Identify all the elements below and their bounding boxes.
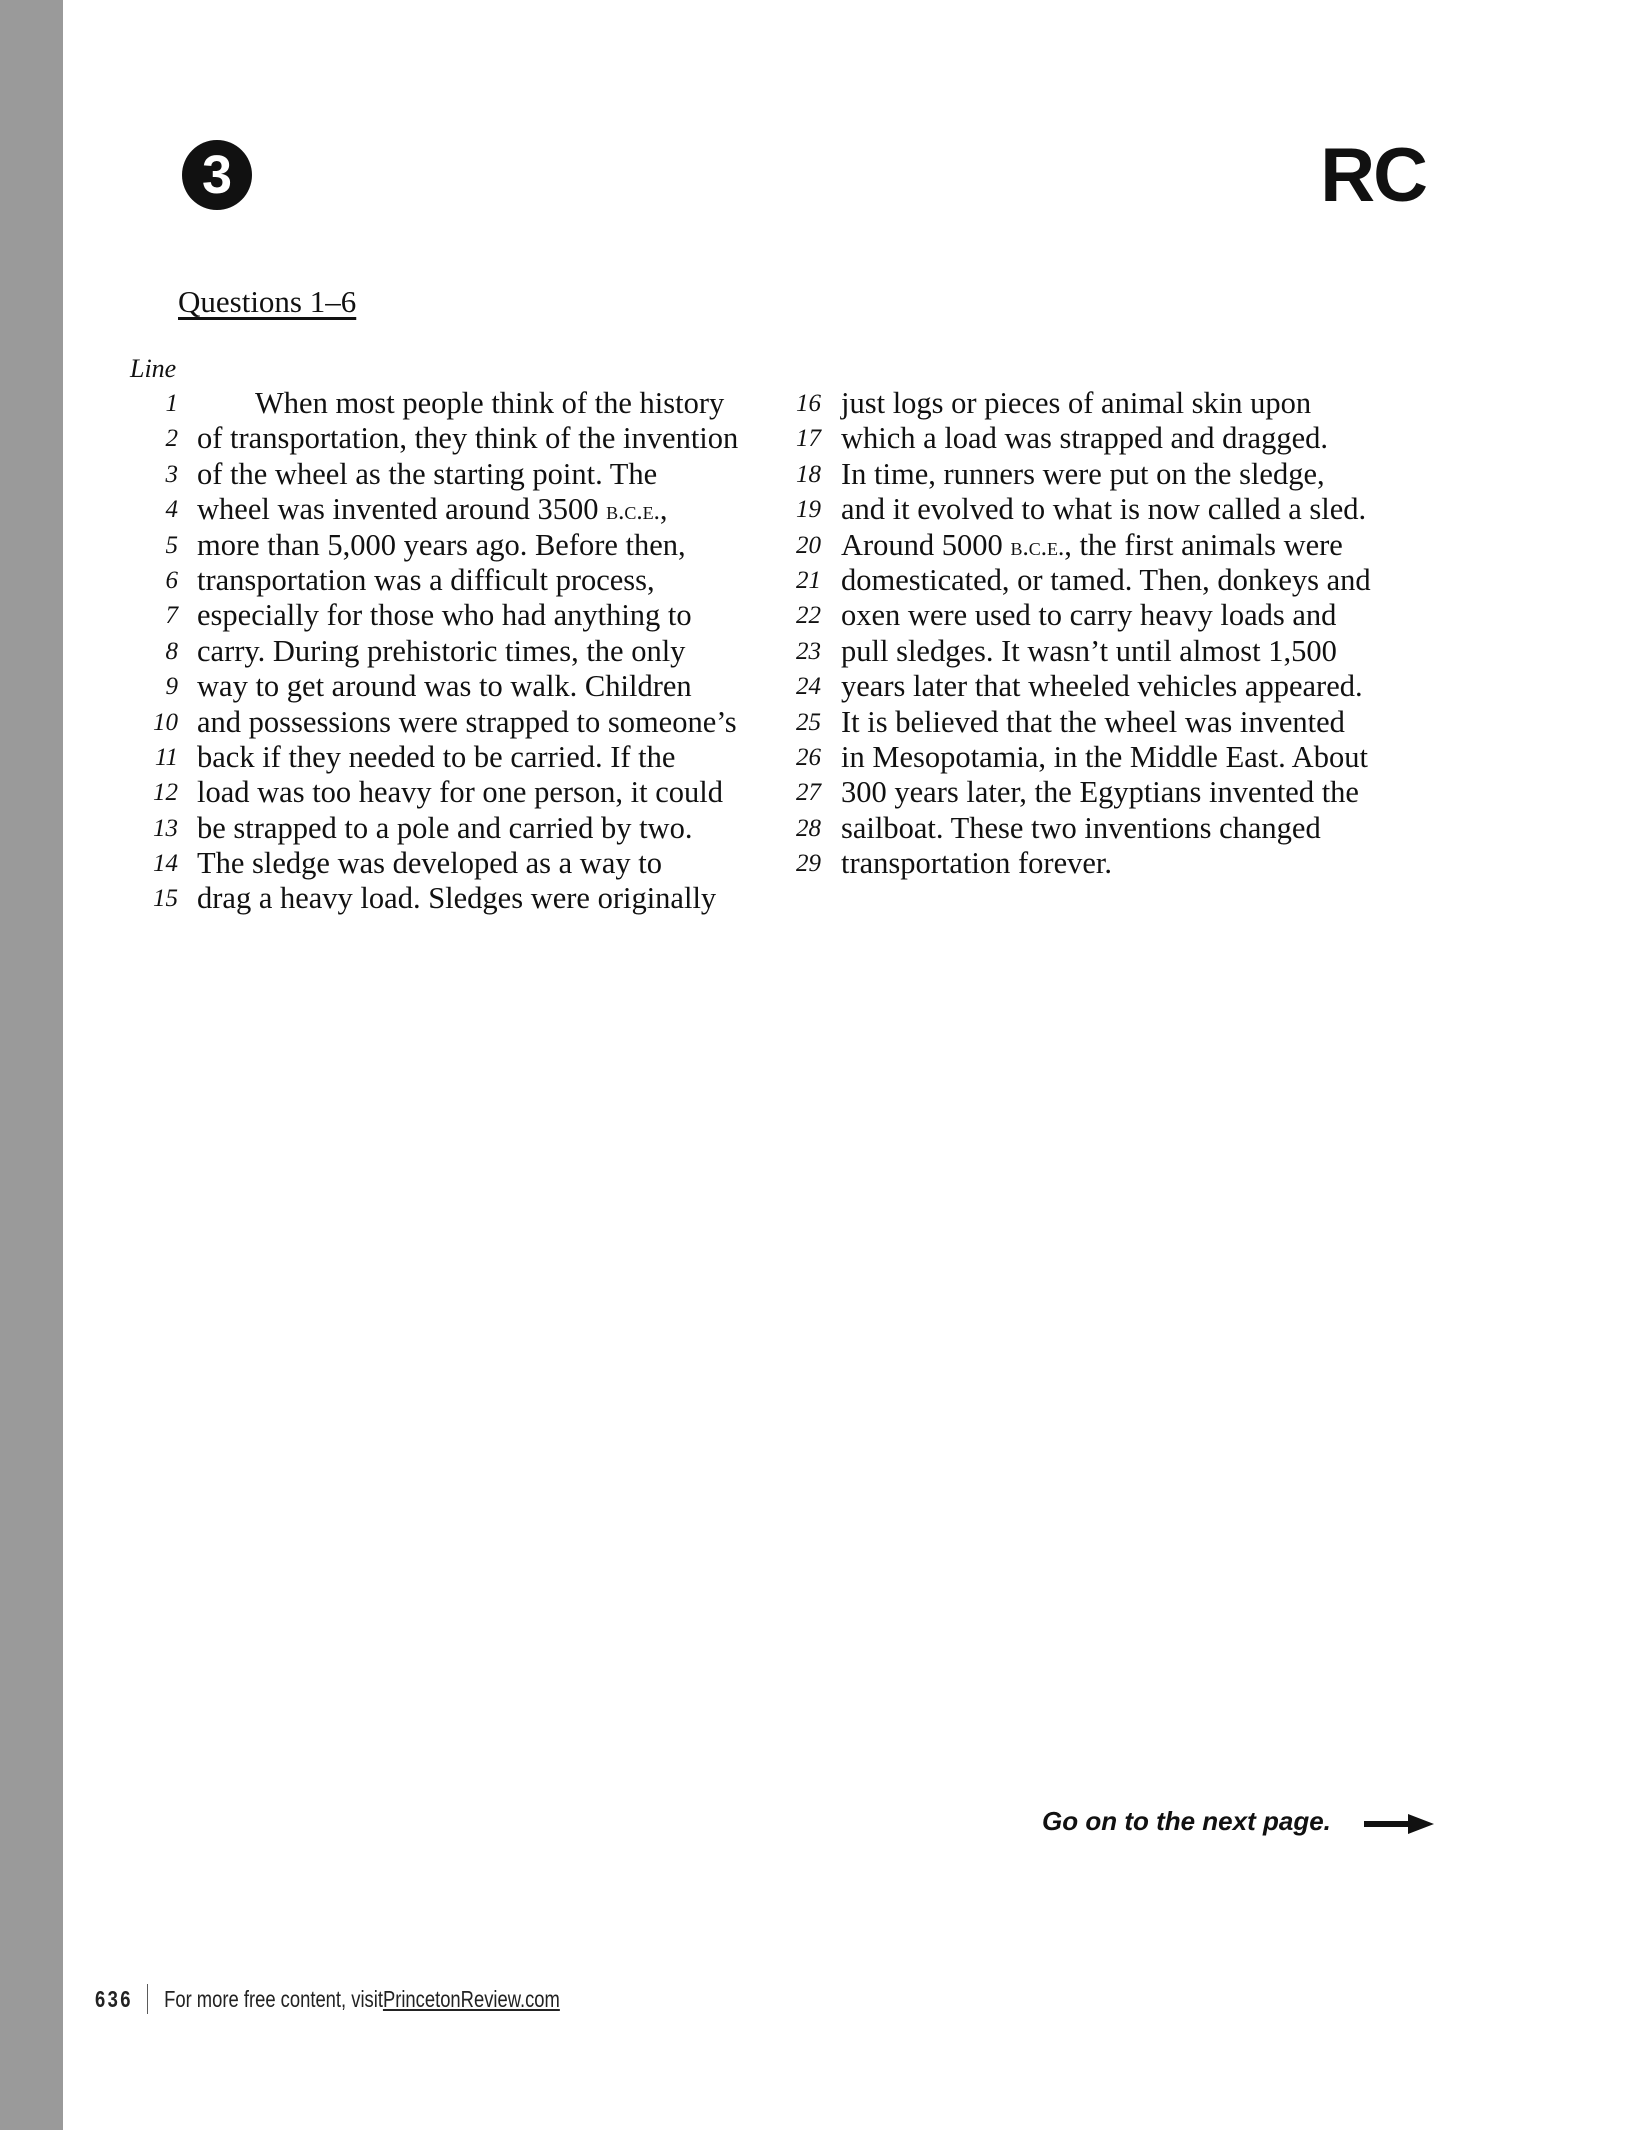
text-segment: years later that wheeled vehicles appeared. [841,669,1363,704]
text-segment: When most people think of the history [255,386,725,420]
text-segment: transportation was a difficult process, [197,562,655,597]
line-number: 2 [165,425,178,453]
line-number: 16 [796,390,821,417]
text-segment: in Mesopotamia, in the Middle East. About [841,739,1368,774]
line-number: 23 [796,637,821,665]
text-segment: way to get around was to walk. Children [197,669,692,704]
line-number: 25 [796,708,821,736]
line-text [841,811,1321,846]
text-segment: domesticated, or tamed. Then, donkeys and [841,562,1371,597]
text-segment: It is believed that the wheel was invented [841,704,1345,739]
line-label: Line [130,354,177,383]
line-text [197,457,657,492]
text-segment: back if they needed to be carried. If the [197,739,676,774]
text-segment: drag a heavy load. Sledges were originally [197,881,717,916]
line-text [197,598,692,633]
text-segment: and possessions were strapped to someone’s [197,704,737,739]
page-edge-strip [0,0,63,2130]
text-segment: just logs or pieces of animal skin upon [841,386,1312,420]
line-text [841,421,1328,456]
footer-text: For more free content, visit [164,1985,383,2012]
line-number: 13 [153,814,178,842]
text-segment: sailboat. These two inventions changed [841,810,1321,845]
line-text [841,846,1112,881]
page-number: 636 [95,1985,133,2012]
line-number: 14 [153,850,178,878]
go-on-text: Go on to the next page. [1042,1806,1331,1836]
era-abbreviation: b.c.e. [606,498,660,526]
text-segment: The sledge was developed as a way to [197,846,662,881]
text-segment: transportation forever. [841,846,1113,881]
line-text [197,563,655,598]
line-number: 8 [165,637,178,665]
line-number: 4 [165,496,178,524]
line-text [197,634,685,669]
page-footer [95,1984,560,2014]
line-text [197,492,668,529]
line-text [197,740,675,775]
line-text [841,775,1359,810]
line-text [841,740,1368,775]
text-segment: more than 5,000 years ago. Before then, [197,527,686,562]
line-text [197,881,716,916]
line-number: 3 [165,460,178,488]
line-text [197,846,662,881]
line-number: 20 [796,531,821,559]
footer-divider [147,1984,148,2014]
line-number: 21 [796,566,821,594]
arrow-right-icon [1364,1814,1434,1834]
line-text [841,386,1311,421]
line-text [197,705,737,740]
text-segment: carry. During prehistoric times, the only [197,633,686,668]
text-segment: which a load was strapped and dragged. [841,421,1328,456]
line-text [197,528,686,563]
line-number: 6 [165,566,178,594]
line-number: 1 [165,390,178,417]
section-number-badge: 3 [182,140,252,210]
line-number: 22 [796,602,821,630]
text-segment: of the wheel as the starting point. The [197,456,658,491]
text-segment: pull sledges. It wasn’t until almost 1,500 [841,633,1337,668]
text-segment: of transportation, they think of the invention [197,421,739,456]
line-number: 17 [796,425,821,453]
line-number: 27 [796,779,821,807]
text-segment: oxen were used to carry heavy loads and [841,598,1337,633]
line-text [197,669,692,704]
section-code: RC [1320,133,1426,218]
line-text [841,598,1336,633]
text-segment: Around 5000 [841,527,1011,562]
line-text [841,705,1345,740]
line-number: 9 [165,673,178,701]
line-number: 12 [153,779,178,807]
text-segment: , [659,492,668,527]
text-segment: load was too heavy for one person, it could [197,775,723,810]
line-number: 15 [153,885,178,913]
line-number: 7 [165,602,178,630]
text-segment: especially for those who had anything to [197,598,692,633]
questions-heading: Questions 1–6 [178,284,357,319]
line-number: 24 [796,673,821,701]
line-number: 19 [796,496,821,524]
line-text [841,457,1325,492]
era-abbreviation: b.c.e. [1010,533,1065,561]
line-number: 5 [165,531,178,559]
line-number: 29 [796,850,821,878]
line-text [841,669,1363,704]
line-text [197,386,724,421]
line-text [197,775,723,810]
line-text [197,421,738,456]
text-segment: be strapped to a pole and carried by two. [197,810,693,845]
line-text [841,634,1337,669]
text-segment: and it evolved to what is now called a sled. [841,492,1367,527]
line-text [841,492,1366,527]
line-text [841,528,1343,565]
line-number: 11 [154,743,178,771]
text-segment: , the first animals were [1064,527,1343,562]
line-number: 18 [796,460,821,488]
text-segment: 300 years later, the Egyptians invented the [841,775,1359,810]
line-number: 26 [796,743,821,771]
princeton-review-link[interactable]: PrincetonReview.com [382,1985,560,2012]
line-number: 10 [153,708,178,736]
text-segment: wheel was invented around 3500 [197,492,607,527]
line-text [197,811,692,846]
line-text [841,563,1371,598]
text-segment: In time, runners were put on the sledge, [841,456,1325,491]
line-number: 28 [796,814,821,842]
